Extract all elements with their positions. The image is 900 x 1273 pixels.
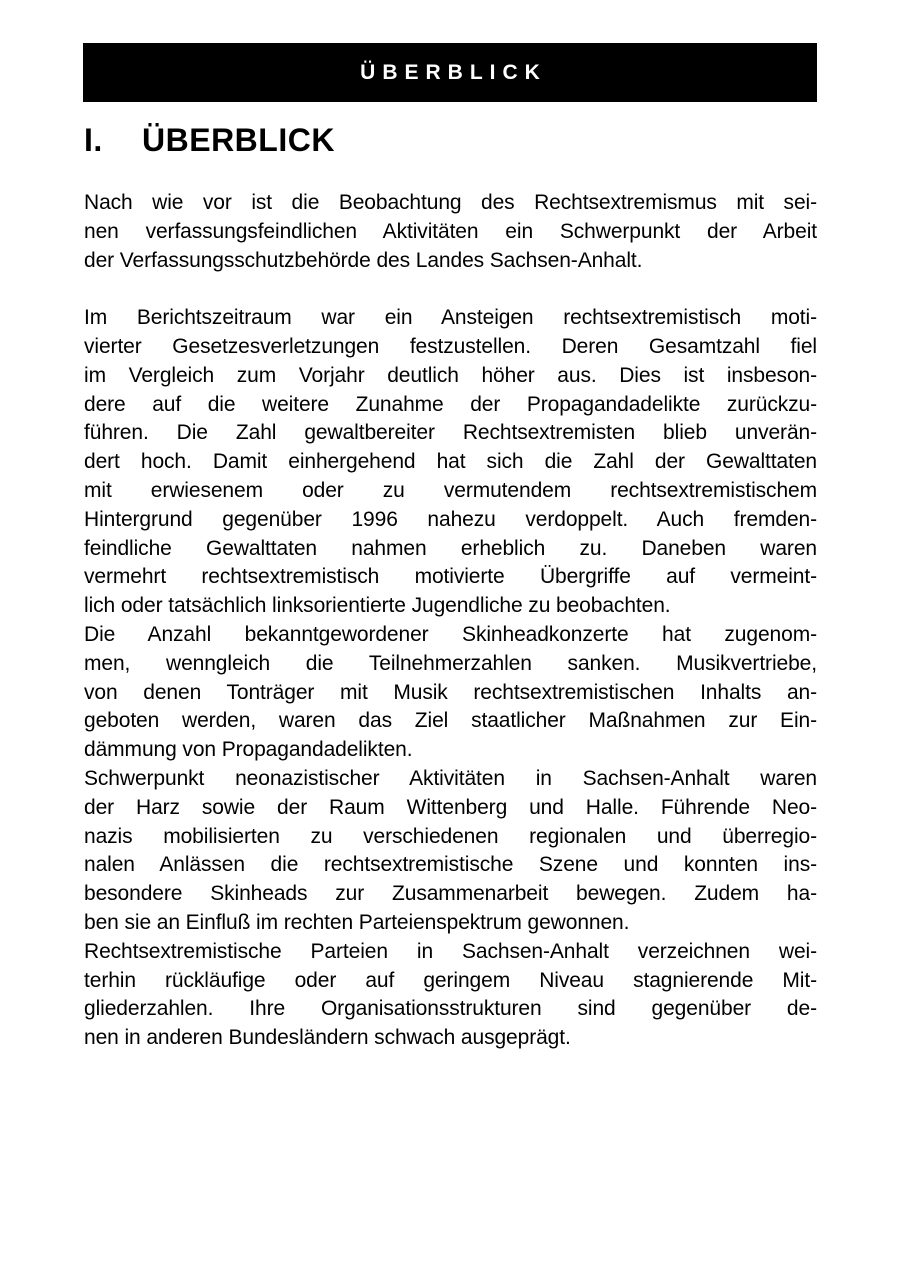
text-line: im Vergleich zum Vorjahr deutlich höher aus. Dies ist insbeson- [84, 363, 817, 387]
text-line: von denen Tonträger mit Musik rechtsextremistischen Inhalts an- [84, 680, 817, 704]
text-line: nazis mobilisierten zu verschiedenen regionalen und überregio- [84, 824, 817, 848]
text-line: führen. Die Zahl gewaltbereiter Rechtsextremisten blieb unverän- [84, 421, 817, 445]
paragraph [84, 765, 817, 938]
text-line: vierter Gesetzesverletzungen festzustellen. Deren Gesamtzahl fiel [84, 334, 817, 358]
paragraph [84, 938, 817, 1053]
paragraph [84, 304, 817, 621]
paragraph [84, 189, 817, 275]
text-line: Schwerpunkt neonazistischer Aktivitäten in Sachsen-Anhalt waren [84, 766, 817, 790]
section-numeral: I. [84, 122, 103, 158]
page-header-banner [83, 43, 817, 102]
text-line: geboten werden, waren das Ziel staatlicher Maßnahmen zur Ein- [84, 709, 817, 733]
paragraph [84, 621, 817, 765]
banner-title: ÜBERBLICK [360, 60, 547, 84]
body-text [84, 189, 817, 1053]
text-line: nen verfassungsfeindlichen Aktivitäten ein Schwerpunkt der Arbeit [84, 219, 817, 243]
text-line: ben sie an Einfluß im rechten Parteienspektrum gewonnen. [84, 910, 630, 934]
text-line: der Harz sowie der Raum Wittenberg und Halle. Führende Neo- [84, 795, 817, 819]
section-heading [84, 122, 335, 158]
text-line: Im Berichtszeitraum war ein Ansteigen rechtsextremistisch moti- [84, 306, 817, 330]
section-title: ÜBERBLICK [142, 122, 335, 158]
text-line: feindliche Gewalttaten nahmen erheblich zu. Daneben waren [84, 536, 817, 560]
text-line: Hintergrund gegenüber 1996 nahezu verdoppelt. Auch fremden- [84, 507, 817, 531]
text-line: besondere Skinheads zur Zusammenarbeit bewegen. Zudem ha- [84, 882, 817, 906]
text-line: vermehrt rechtsextremistisch motivierte Übergriffe auf vermeint- [84, 565, 817, 589]
text-line: nen in anderen Bundesländern schwach ausgeprägt. [84, 1026, 571, 1050]
text-line: Rechtsextremistische Parteien in Sachsen-Anhalt verzeichnen wei- [84, 939, 817, 963]
text-line: Nach wie vor ist die Beobachtung des Rechtsextremismus mit sei- [84, 191, 817, 214]
text-line: Die Anzahl bekanntgewordener Skinheadkonzerte hat zugenom- [84, 622, 817, 646]
text-line: men, wenngleich die Teilnehmerzahlen sanken. Musikvertriebe, [84, 651, 817, 675]
text-line: terhin rückläufige oder auf geringem Niveau stagnierende Mit- [84, 968, 817, 992]
text-line: nalen Anlässen die rechtsextremistische Szene und konnten ins- [84, 853, 817, 877]
text-line: mit erwiesenem oder zu vermutendem rechtsextremistischem [84, 478, 817, 502]
text-line: lich oder tatsächlich linksorientierte Jugendliche zu beobachten. [84, 594, 671, 618]
text-line: dämmung von Propagandadelikten. [84, 738, 413, 762]
text-line: gliederzahlen. Ihre Organisationsstrukturen sind gegenüber de- [84, 997, 817, 1021]
text-line: dere auf die weitere Zunahme der Propagandadelikte zurückzu- [84, 392, 817, 416]
text-line: dert hoch. Damit einhergehend hat sich die Zahl der Gewalttaten [84, 450, 817, 474]
text-line: der Verfassungsschutzbehörde des Landes Sachsen-Anhalt. [84, 248, 643, 272]
